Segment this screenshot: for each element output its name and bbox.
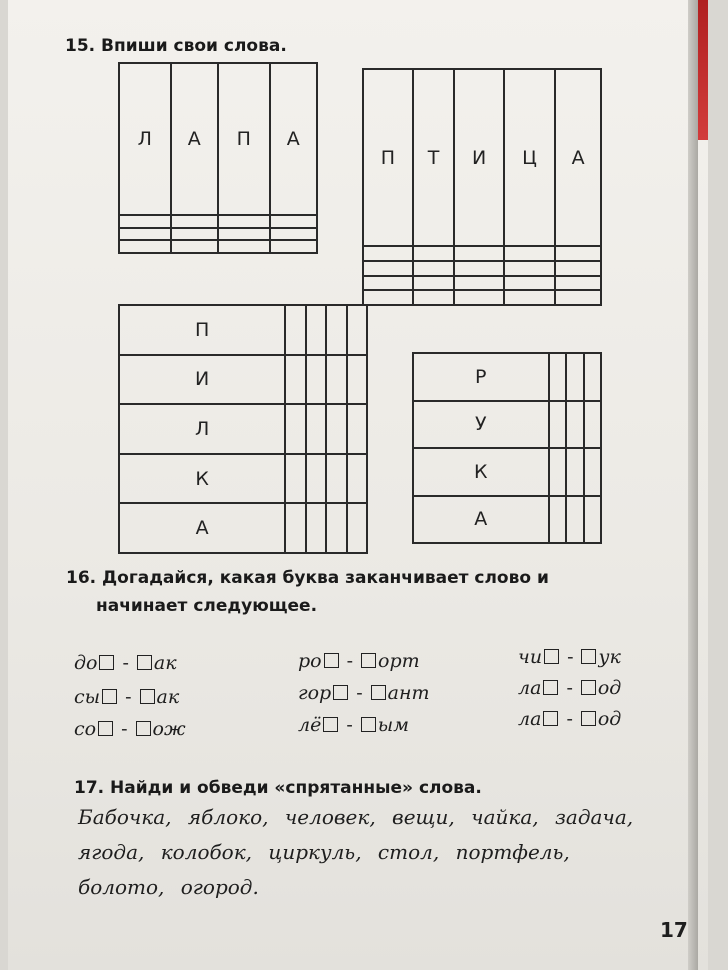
grid-lapa <box>118 62 318 254</box>
empty-cell[interactable] <box>584 353 602 401</box>
answer-box[interactable] <box>98 721 113 736</box>
empty-cell[interactable] <box>584 496 602 544</box>
empty-cell[interactable] <box>218 228 270 241</box>
empty-cell[interactable] <box>171 240 218 253</box>
word[interactable]: портфель, <box>455 840 570 864</box>
empty-cell[interactable] <box>549 448 566 496</box>
answer-box[interactable] <box>136 721 151 736</box>
answer-box[interactable] <box>581 711 596 726</box>
empty-cell[interactable] <box>171 215 218 228</box>
empty-cell[interactable] <box>549 496 566 544</box>
empty-cell[interactable] <box>413 261 455 276</box>
empty-cell[interactable] <box>504 246 555 261</box>
empty-cell[interactable] <box>326 305 346 355</box>
empty-cell[interactable] <box>413 276 455 291</box>
word-start: гор <box>298 682 332 704</box>
empty-cell[interactable] <box>566 448 583 496</box>
empty-cell[interactable] <box>285 404 305 454</box>
word-end: орт <box>378 650 420 672</box>
word-pair <box>298 714 409 736</box>
empty-cell[interactable] <box>218 215 270 228</box>
answer-box[interactable] <box>99 655 114 670</box>
page-number: 17 <box>660 918 688 942</box>
empty-cell[interactable] <box>363 276 413 291</box>
word[interactable]: Бабочка, <box>78 805 172 829</box>
word-start: до <box>74 652 98 674</box>
dash: - <box>566 677 573 699</box>
empty-cell[interactable] <box>306 404 326 454</box>
answer-box[interactable] <box>543 680 558 695</box>
empty-cell[interactable] <box>306 503 326 553</box>
empty-cell[interactable] <box>347 305 367 355</box>
word-end: ант <box>387 682 430 704</box>
grid-cell: Т <box>413 69 455 246</box>
word-pair <box>74 686 179 708</box>
word[interactable]: стол, <box>377 840 440 864</box>
answer-box[interactable] <box>361 653 376 668</box>
word-start: со <box>74 718 97 740</box>
exercise-16-title-line2: начинает следующее. <box>96 596 318 616</box>
grid-cell: Р <box>413 353 549 401</box>
words-line <box>78 800 698 835</box>
grid-cell: А <box>413 496 549 544</box>
empty-cell[interactable] <box>119 228 171 241</box>
empty-cell[interactable] <box>326 503 346 553</box>
exercise-17-title: 17. Найди и обведи «спрятанные» слова. <box>74 778 482 798</box>
grid-ptica <box>362 68 602 306</box>
word-end: ук <box>598 646 621 668</box>
empty-cell[interactable] <box>454 261 504 276</box>
empty-cell[interactable] <box>566 401 583 449</box>
grid-cell: Л <box>119 404 285 454</box>
empty-cell[interactable] <box>119 215 171 228</box>
empty-cell[interactable] <box>454 276 504 291</box>
empty-cell[interactable] <box>363 246 413 261</box>
dash: - <box>356 682 363 704</box>
dash: - <box>346 714 353 736</box>
word-start: ла <box>518 708 542 730</box>
empty-cell[interactable] <box>555 290 601 305</box>
empty-cell[interactable] <box>504 276 555 291</box>
grid-ruka <box>412 352 602 544</box>
empty-cell[interactable] <box>285 355 305 405</box>
empty-cell[interactable] <box>555 246 601 261</box>
word[interactable]: циркуль, <box>268 840 362 864</box>
empty-cell[interactable] <box>363 290 413 305</box>
word-pair <box>518 677 621 699</box>
answer-box[interactable] <box>323 717 338 732</box>
grid-cell: П <box>119 305 285 355</box>
empty-cell[interactable] <box>566 353 583 401</box>
word[interactable]: колобок, <box>160 840 253 864</box>
word[interactable]: человек, <box>284 805 376 829</box>
empty-cell[interactable] <box>171 228 218 241</box>
empty-cell[interactable] <box>584 401 602 449</box>
grid-pilka <box>118 304 368 554</box>
empty-cell[interactable] <box>504 290 555 305</box>
exercise-16-title-line1: 16. Догадайся, какая буква заканчивает слово и <box>66 568 549 588</box>
grid-cell: П <box>218 63 270 215</box>
empty-cell[interactable] <box>549 353 566 401</box>
word-pair <box>298 650 420 672</box>
word-pair <box>518 646 621 668</box>
dash: - <box>121 718 128 740</box>
grid-cell: А <box>555 69 601 246</box>
empty-cell[interactable] <box>285 454 305 504</box>
empty-cell[interactable] <box>413 290 455 305</box>
dash: - <box>125 686 132 708</box>
word-pair <box>74 718 186 740</box>
empty-cell[interactable] <box>306 454 326 504</box>
word-start: сы <box>74 686 101 708</box>
word[interactable]: задача, <box>554 805 634 829</box>
grid-cell: И <box>119 355 285 405</box>
word-start: чи <box>518 646 543 668</box>
empty-cell[interactable] <box>347 503 367 553</box>
answer-box[interactable] <box>581 649 596 664</box>
word-pair <box>298 682 430 704</box>
empty-cell[interactable] <box>504 261 555 276</box>
word-pair <box>518 708 621 730</box>
word-start: лё <box>298 714 322 736</box>
word-end: од <box>597 708 622 730</box>
word[interactable]: ягода, <box>78 840 145 864</box>
word-end: ак <box>153 652 177 674</box>
dash: - <box>122 652 129 674</box>
answer-box[interactable] <box>333 685 348 700</box>
answer-box[interactable] <box>544 649 559 664</box>
word[interactable]: вещи, <box>392 805 455 829</box>
empty-cell[interactable] <box>270 228 317 241</box>
grid-cell: К <box>413 448 549 496</box>
dash: - <box>566 708 573 730</box>
word-end: од <box>597 677 622 699</box>
empty-cell[interactable] <box>326 404 346 454</box>
grid-cell: Ц <box>504 69 555 246</box>
empty-cell[interactable] <box>584 448 602 496</box>
empty-cell[interactable] <box>454 290 504 305</box>
dash: - <box>567 646 574 668</box>
hidden-words-text <box>78 800 698 905</box>
grid-cell: Л <box>119 63 171 215</box>
answer-box[interactable] <box>543 711 558 726</box>
grid-cell: У <box>413 401 549 449</box>
empty-cell[interactable] <box>555 261 601 276</box>
empty-cell[interactable] <box>413 246 455 261</box>
word[interactable]: чайка, <box>471 805 539 829</box>
words-line <box>78 870 698 905</box>
empty-cell[interactable] <box>347 454 367 504</box>
empty-cell[interactable] <box>347 404 367 454</box>
empty-cell[interactable] <box>555 276 601 291</box>
answer-box[interactable] <box>581 680 596 695</box>
empty-cell[interactable] <box>363 261 413 276</box>
empty-cell[interactable] <box>285 305 305 355</box>
grid-cell: И <box>454 69 504 246</box>
word-end: ым <box>377 714 409 736</box>
empty-cell[interactable] <box>119 240 171 253</box>
exercise-15-title: 15. Впиши свои слова. <box>65 36 287 56</box>
answer-box[interactable] <box>102 689 117 704</box>
empty-cell[interactable] <box>549 401 566 449</box>
grid-cell: К <box>119 454 285 504</box>
answer-box[interactable] <box>140 689 155 704</box>
answer-box[interactable] <box>371 685 386 700</box>
empty-cell[interactable] <box>270 240 317 253</box>
cover-edge <box>698 0 708 140</box>
empty-cell[interactable] <box>347 355 367 405</box>
word[interactable]: болото, <box>78 875 165 899</box>
empty-cell[interactable] <box>270 215 317 228</box>
word-pair <box>74 652 177 674</box>
empty-cell[interactable] <box>566 496 583 544</box>
answer-box[interactable] <box>361 717 376 732</box>
empty-cell[interactable] <box>306 355 326 405</box>
grid-cell: П <box>363 69 413 246</box>
word-end: ож <box>152 718 186 740</box>
answer-box[interactable] <box>324 653 339 668</box>
empty-cell[interactable] <box>326 454 346 504</box>
word[interactable]: огород. <box>180 875 259 899</box>
grid-cell: А <box>171 63 218 215</box>
empty-cell[interactable] <box>454 246 504 261</box>
grid-cell: А <box>119 503 285 553</box>
empty-cell[interactable] <box>306 305 326 355</box>
grid-cell: А <box>270 63 317 215</box>
dash: - <box>346 650 354 672</box>
word-start: ла <box>518 677 542 699</box>
empty-cell[interactable] <box>218 240 270 253</box>
words-line <box>78 835 698 870</box>
word-end: ак <box>156 686 180 708</box>
empty-cell[interactable] <box>285 503 305 553</box>
empty-cell[interactable] <box>326 355 346 405</box>
word-start: ро <box>298 650 322 672</box>
word[interactable]: яблоко, <box>187 805 269 829</box>
workbook-page <box>8 0 708 970</box>
answer-box[interactable] <box>137 655 152 670</box>
